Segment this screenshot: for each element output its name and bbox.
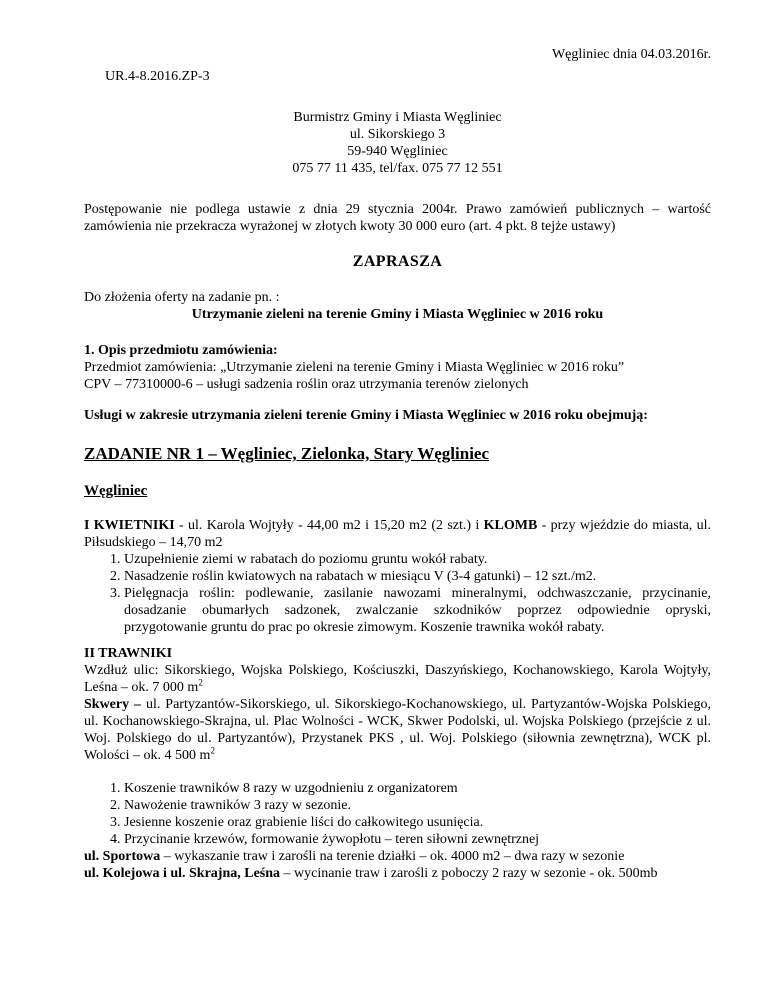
trawniki-streets-paragraph	[84, 662, 711, 696]
list-item: 3. Jesienne koszenie oraz grabienie liści do całkowitego usunięcia.	[124, 814, 711, 831]
klomb-label: KLOMB	[483, 518, 538, 533]
sportowa-text: – wykaszanie traw i zarośli na terenie działki – ok. 4000 m2 – dwa razy w sezonie	[160, 849, 625, 864]
skwery-text: ul. Partyzantów-Sikorskiego, ul. Sikorskiego-Kochanowskiego, ul. Partyzantów-Wojska Polskiego, ul. Kochanowskiego-Skrajna, ul. Plac Wolności - WCK, Skwer Podolski, ul. Wojska Polskiego (przejście z ul. Woj. Polskiego do ul. Partyzantów), Przystanek PKS , ul. Woj. Polskiego (siłownia zewnętrzna), WCK pl. Wolości – ok. 4 500 m	[84, 697, 711, 763]
date-line: Węgliniec dnia 04.03.2016r.	[551, 47, 711, 62]
list-item: 2. Nasadzenie roślin kwiatowych na rabatach w miesiącu V (3-4 gatunki) – 12 szt./m2.	[124, 568, 711, 585]
subject-description: Przedmiot zamówienia: „Utrzymanie zieleni na terenie Gminy i Miasta Węgliniec w 2016 roku”	[84, 360, 625, 375]
scope-statement: Usługi w zakresie utrzymania zieleni terenie Gminy i Miasta Węgliniec w 2016 roku obejmują:	[84, 408, 648, 423]
sportowa-paragraph	[84, 848, 711, 865]
invitation-heading: ZAPRASZA	[352, 253, 443, 270]
klomb-text: - przy wjeździe do miasta, ul. Piłsudskiego – 14,70 m2	[84, 518, 712, 550]
kwietniki-list	[84, 551, 711, 636]
city-heading: Węgliniec	[84, 483, 148, 499]
superscript-2: 2	[210, 745, 215, 756]
list-item: 3. Pielęgnacja roślin: podlewanie, zasilanie nawozami mineralnymi, odchwaszczanie, przycinanie, dosadzanie obumarłych sadzonek, zwalczanie szkodników poprzez odpowiednie opryski, przygotowanie gruntu do prac po okresie zimowym. Koszenie trawnika wokół rabaty.	[124, 585, 711, 636]
recipient-street: ul. Sikorskiego 3	[349, 127, 446, 142]
recipient-name: Burmistrz Gminy i Miasta Węgliniec	[293, 110, 502, 125]
recipient-postal: 59-940 Węgliniec	[347, 144, 448, 159]
trawniki-streets-text: Wzdłuż ulic: Sikorskiego, Wojska Polskiego, Kościuszki, Daszyńskiego, Kochanowskiego, Karola Wojtyły, Leśna – ok. 7 000 m	[84, 663, 711, 695]
skwery-label: Skwery –	[84, 697, 142, 712]
list-item: 2. Nawożenie trawników 3 razy w sezonie.	[124, 797, 711, 814]
offer-intro-line: Do złożenia oferty na zadanie pn. :	[84, 290, 280, 305]
skwery-paragraph	[84, 696, 711, 764]
trawniki-heading: II TRAWNIKI	[84, 646, 173, 661]
kolejowa-paragraph	[84, 865, 711, 882]
list-item: 4. Przycinanie krzewów, formowanie żywopłotu – teren siłowni zewnętrznej	[124, 831, 711, 848]
list-item: 1. Koszenie trawników 8 razy w uzgodnieniu z organizatorem	[124, 780, 711, 797]
kwietniki-text: - ul. Karola Wojtyły - 44,00 m2 i 15,20 m2 (2 szt.) i	[174, 518, 484, 533]
recipient-phone: 075 77 11 435, tel/fax. 075 77 12 551	[292, 161, 503, 176]
sportowa-label: ul. Sportowa	[84, 849, 161, 864]
superscript-2: 2	[198, 677, 203, 688]
task1-heading: ZADANIE NR 1 – Węgliniec, Zielonka, Stary Węgliniec	[84, 444, 490, 463]
kolejowa-label: ul. Kolejowa i ul. Skrajna, Leśna	[84, 866, 281, 881]
kolejowa-text: – wycinanie traw i zarośli z poboczy 2 razy w sezonie - ok. 500mb	[280, 866, 658, 881]
reference-number: UR.4-8.2016.ZP-3	[105, 69, 210, 84]
kwietniki-paragraph	[84, 517, 711, 551]
trawniki-list	[84, 780, 711, 848]
cpv-line: CPV – 77310000-6 – usługi sadzenia roślin oraz utrzymania terenów zielonych	[84, 377, 529, 392]
subject-heading: 1. Opis przedmiotu zamówienia:	[84, 343, 278, 358]
recipient-block	[84, 109, 711, 177]
legal-note-paragraph: Postępowanie nie podlega ustawie z dnia 29 stycznia 2004r. Prawo zamówień publicznych – wartość zamówienia nie przekracza wyrażonej w złotych kwoty 30 000 euro (art. 4 pkt. 8 tejże ustawy)	[84, 202, 711, 234]
kwietniki-label: I KWIETNIKI	[84, 518, 175, 533]
list-item: 1. Uzupełnienie ziemi w rabatach do poziomu gruntu wokół rabaty.	[124, 551, 711, 568]
task-title: Utrzymanie zieleni na terenie Gminy i Miasta Węgliniec w 2016 roku	[191, 307, 604, 322]
